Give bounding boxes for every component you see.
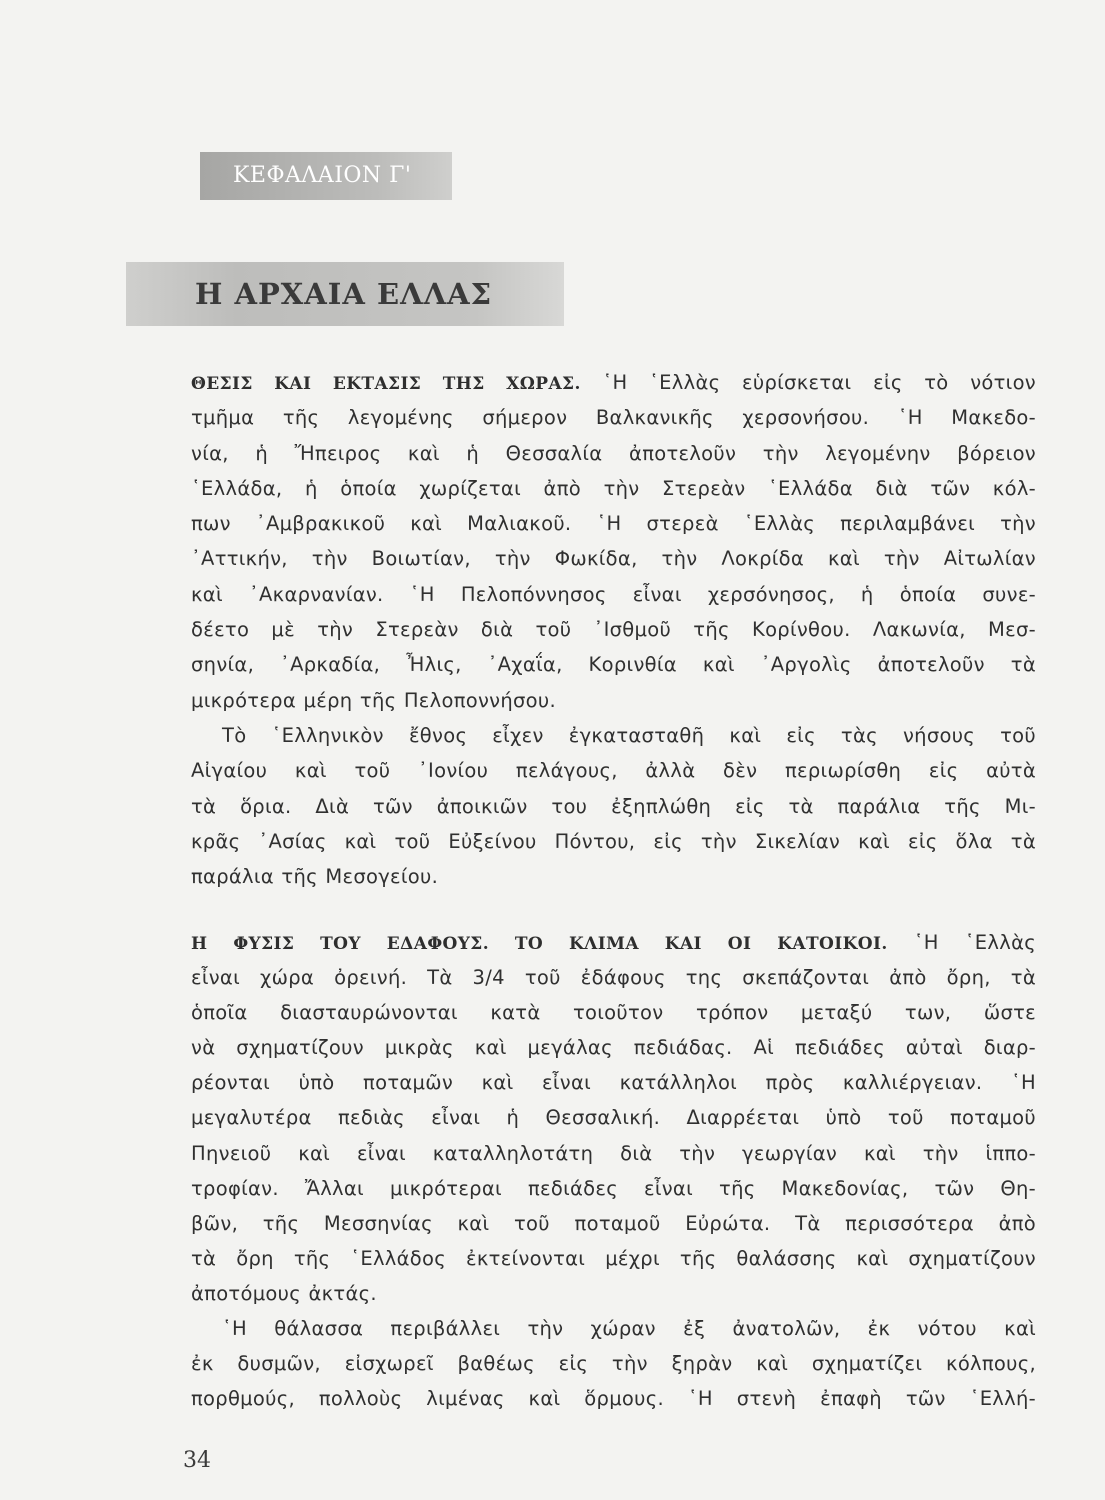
paragraph-line: Αἰγαίου καὶ τοῦ ᾿Ιονίου πελάγους, ἀλλὰ δὲν περιωρίσθη εἰς αὐτὰ <box>191 759 1036 783</box>
paragraph-line: παράλια τῆς Μεσογείου. <box>191 865 439 889</box>
page-number: 34 <box>183 1448 211 1473</box>
paragraph-line: τὰ ὅρια. Διὰ τῶν ἀποικιῶν του ἐξηπλώθη εἰς τὰ παράλια τῆς Μι- <box>191 794 1036 818</box>
section-heading: ΘΕΣΙΣ ΚΑΙ ΕΚΤΑΣΙΣ ΤΗΣ ΧΩΡΑΣ. <box>191 374 581 394</box>
paragraph-line: νία, ἡ Ἤπειρος καὶ ἡ Θεσσαλία ἀποτελοῦν τὴν λεγομένην βόρειον <box>191 441 1036 465</box>
paragraph-line: ἀποτόμους ἀκτάς. <box>191 1281 377 1305</box>
paragraph-line: βῶν, τῆς Μεσσηνίας καὶ τοῦ ποταμοῦ Εὐρώτα. Τὰ περισσότερα ἀπὸ <box>191 1211 1036 1235</box>
section-heading-line <box>191 925 1036 960</box>
paragraph-line: ρέονται ὑπὸ ποταμῶν καὶ εἶναι κατάλληλοι πρὸς καλλιέργειαν. ῾Η <box>191 1071 1036 1095</box>
paragraph-line: Πηνειοῦ καὶ εἶναι καταλληλοτάτη διὰ τὴν γεωργίαν καὶ τὴν ἱππο- <box>191 1141 1036 1165</box>
section-heading: Η ΦΥΣΙΣ ΤΟΥ ΕΔΑΦΟΥΣ. ΤΟ ΚΛΙΜΑ ΚΑΙ ΟΙ ΚΑΤΟΙΚΟΙ. <box>191 934 888 954</box>
chapter-label: ΚΕΦΑΛΑΙΟΝ Γ' <box>200 152 452 200</box>
paragraph-line: μεγαλυτέρα πεδιὰς εἶναι ἡ Θεσσαλική. Διαρρέεται ὑπὸ τοῦ ποταμοῦ <box>191 1106 1036 1130</box>
paragraph-line: πων ᾿Αμβρακικοῦ καὶ Μαλιακοῦ. ῾Η στερεὰ ῾Ελλὰς περιλαμβάνει τὴν <box>191 512 1036 536</box>
paragraph-line: εἶναι χώρα ὀρεινή. Τὰ 3/4 τοῦ ἐδάφους της σκεπάζονται ἀπὸ ὄρη, τὰ <box>191 966 1036 990</box>
paragraph-line: τροφίαν. Ἄλλαι μικρότεραι πεδιάδες εἶναι τῆς Μακεδονίας, τῶν Θη- <box>191 1176 1036 1200</box>
paragraph-text: ῾Η ῾Ελλὰς <box>913 931 1036 954</box>
paragraph-line: καὶ ᾿Ακαρνανίαν. ῾Η Πελοπόννησος εἶναι χερσόνησος, ἡ ὁποία συνε- <box>191 582 1036 606</box>
paragraph-line: νὰ σχηματίζουν μικρὰς καὶ μεγάλας πεδιάδας. Αἱ πεδιάδες αὐταὶ διαρ- <box>191 1036 1036 1060</box>
paragraph-line: ῾Ελλάδα, ἡ ὁποία χωρίζεται ἀπὸ τὴν Στερεὰν ῾Ελλάδα διὰ τῶν κόλ- <box>191 476 1036 500</box>
paragraph-line: ῾Η θάλασσα περιβάλλει τὴν χώραν ἐξ ἀνατολῶν, ἐκ νότου καὶ <box>222 1317 1036 1341</box>
paragraph-line: μικρότερα μέρη τῆς Πελοποννήσου. <box>191 688 556 712</box>
paragraph-text: ῾Η ῾Ελλὰς εὑρίσκεται εἰς τὸ νότιον <box>602 371 1036 394</box>
paragraph-line: κρᾶς ᾿Ασίας καὶ τοῦ Εὐξείνου Πόντου, εἰς τὴν Σικελίαν καὶ εἰς ὅλα τὰ <box>191 829 1036 853</box>
paragraph-line: πορθμούς, πολλοὺς λιμένας καὶ ὅρμους. ῾Η στενὴ ἐπαφὴ τῶν ῾Ελλή- <box>191 1387 1036 1411</box>
paragraph-line: τὰ ὄρη τῆς ῾Ελλάδος ἐκτείνονται μέχρι τῆς θαλάσσης καὶ σχηματίζουν <box>191 1246 1036 1270</box>
section-heading-line <box>191 365 1036 400</box>
chapter-title: Η ΑΡΧΑΙΑ ΕΛΛΑΣ <box>126 262 564 326</box>
paragraph-line: ᾿Αττικήν, τὴν Βοιωτίαν, τὴν Φωκίδα, τὴν Λοκρίδα καὶ τὴν Αἰτωλίαν <box>191 547 1036 571</box>
paragraph-line: σηνία, ᾿Αρκαδία, Ἦλις, ᾿Αχαΐα, Κορινθία καὶ ᾿Αργολὶς ἀποτελοῦν τὰ <box>191 653 1036 677</box>
section-position-extent <box>191 365 1036 894</box>
paragraph-line: δέετο μὲ τὴν Στερεὰν διὰ τοῦ ᾿Ισθμοῦ τῆς Κορίνθου. Λακωνία, Μεσ- <box>191 618 1036 642</box>
paragraph-line: Τὸ ῾Ελληνικὸν ἔθνος εἶχεν ἐγκατασταθῆ καὶ εἰς τὰς νήσους τοῦ <box>222 723 1036 747</box>
paragraph-line: ἐκ δυσμῶν, εἰσχωρεῖ βαθέως εἰς τὴν ξηρὰν καὶ σχηματίζει κόλπους, <box>191 1352 1036 1376</box>
section-land-climate <box>191 925 1036 1416</box>
paragraph-line: τμῆμα τῆς λεγομένης σήμερον Βαλκανικῆς χερσονήσου. ῾Η Μακεδο- <box>191 406 1036 430</box>
paragraph-line: ὁποῖα διασταυρώνονται κατὰ τοιοῦτον τρόπον μεταξύ των, ὥστε <box>191 1001 1036 1025</box>
